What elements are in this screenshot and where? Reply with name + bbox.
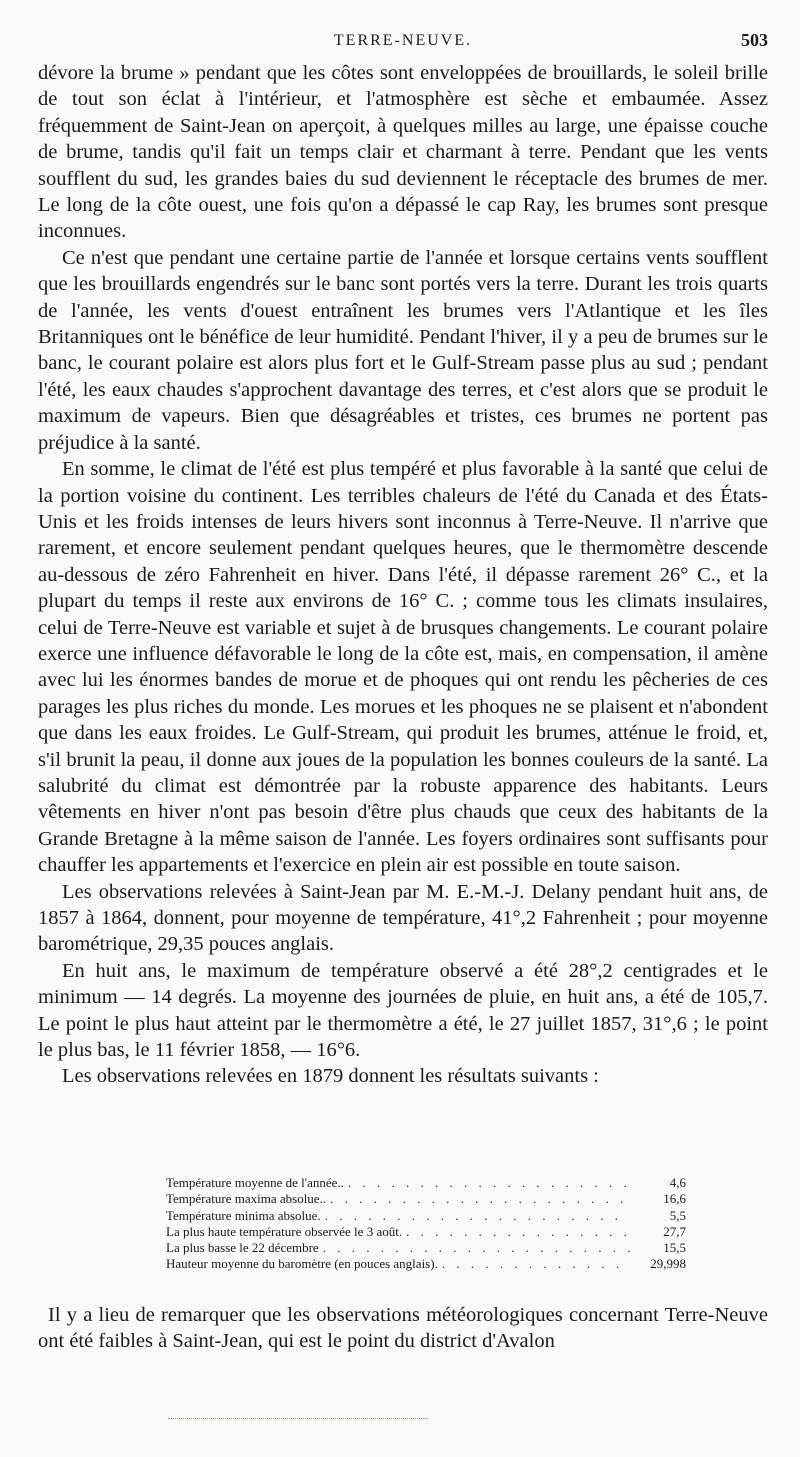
page-number: 503 <box>741 30 768 50</box>
row-label: Température minima absolue. <box>166 1207 321 1223</box>
row-label: La plus haute température observée le 3 août. <box>166 1223 403 1239</box>
running-head <box>38 30 768 54</box>
table-row <box>166 1224 686 1240</box>
table-row <box>166 1256 686 1272</box>
running-title: TERRE-NEUVE. <box>333 32 473 49</box>
paragraph-delany-observations: Les observations relevées à Saint-Jean par M. E.-M.-J. Delany pendant huit ans, de 1857 à 1864, donnent, pour moyenne de température, 41°,2 Fahrenheit ; pour moyenne barométrique, 29,35 pouces anglais. <box>38 880 768 956</box>
row-label: Température moyenne de l'année.. <box>166 1175 344 1190</box>
row-value: 16,6 <box>663 1191 686 1207</box>
document-page <box>38 0 768 1457</box>
row-label: Hauteur moyenne du baromètre (en pouces anglais). <box>166 1256 438 1272</box>
table-row <box>166 1191 686 1207</box>
dot-leader <box>348 1175 630 1191</box>
row-label: Température maxima absolue.. <box>166 1191 327 1207</box>
table-row <box>166 1208 686 1224</box>
closing-text <box>38 1302 768 1355</box>
dot-leader <box>323 1240 630 1256</box>
row-value: 29,998 <box>650 1256 686 1272</box>
footer-rule <box>168 1418 428 1419</box>
dot-leader <box>325 1208 630 1224</box>
dot-leader <box>330 1191 630 1207</box>
paragraph-eight-years: En huit ans, le maximum de température observé a été 28°,2 centigrades et le minimum — 14 degrés. La moyenne des journées de pluie, en huit ans, a été de 105,7. Le point le plus haut atteint par le thermomètre a été, le 27 juillet 1857, 31°,6 ; le point le plus bas, le 11 février 1858, — 16°6. <box>38 959 768 1062</box>
row-value: 27,7 <box>663 1223 686 1239</box>
paragraph-continued: dévore la brume » pendant que les côtes sont enveloppées de brouillards, le soleil brille de tout son éclat à l'intérieur, et l'atmosphère est sèche et embaumée. Assez fréquemment de Saint-Jean on aperçoit, à quelques milles au large, une épaisse couche de brume, tandis qu'il fait un temps clair et charmant à terre. Pendant que les vents soufflent du sud, les grandes baies du sud deviennent le réceptacle des brumes de mer. Le long de la côte ouest, une fois qu'on a dépassé le cap Ray, les brumes sont presque inconnues. <box>38 62 768 243</box>
body-text <box>38 60 768 1090</box>
row-label: La plus basse le 22 décembre <box>166 1240 319 1256</box>
dot-leader <box>406 1224 630 1240</box>
dot-leader <box>442 1256 630 1272</box>
row-value: 4,6 <box>669 1175 686 1190</box>
paragraph-fogs-banc: Ce n'est que pendant une certaine partie de l'année et lorsque certains vents soufflent que les brouillards engendrés sur le banc sont portés vers la terre. Durant les trois quarts de l'année, les vents d'ouest entraînent les brumes vers l'Atlantique et les îles Britanniques ont le bénéfice de leur humidité. Pendant l'hiver, il y a peu de brumes sur le banc, le courant polaire est alors plus fort et le Gulf-Stream passe plus au sud ; pendant l'été, les eaux chaudes s'approchent davantage des terres, et c'est alors que se produit le maximum de vapeurs. Bien que désagréables et tristes, ces brumes ne portent pas préjudice à la santé. <box>38 246 768 454</box>
table-row <box>166 1175 686 1191</box>
paragraph-1879-intro: Les observations relevées en 1879 donnent les résultats suivants : <box>62 1065 599 1088</box>
row-value: 15,5 <box>663 1240 686 1256</box>
paragraph-climate: En somme, le climat de l'été est plus tempéré et plus favorable à la santé que celui de la portion voisine du continent. Les terribles chaleurs de l'été du Canada et des États-Unis et les froids intenses de leurs hivers sont inconnus à Terre-Neuve. Il n'arrive que rarement, et encore seulement pendant quelques heures, que le thermomètre descende au-dessous de zéro Fahrenheit en hiver. Dans l'été, il dépasse rarement 26° C., et la plupart du temps il reste aux environs de 16° C. ; comme tous les climats insulaires, celui de Terre-Neuve est variable et sujet à de brusques changements. Le courant polaire exerce une influence défavorable le long de la côte est, mais, en compensation, il amène avec lui les énormes bandes de morue et de phoques qui ont rendu les pêcheries de ces parages les plus riches du monde. Les morues et les phoques ne se plaisent et n'abondent que dans les eaux froides. Le Gulf-Stream, qui produit les brumes, atténue le froid, et, s'il brunit la peau, il donne aux joues de la population les bonnes couleurs de la santé. La salubrité du climat est démontrée par la robuste apparence des habitants. Leurs vêtements en hiver n'ont pas besoin d'être plus chauds que ceux des habitants de la Grande Bretagne à la même saison de l'année. Les foyers ordinaires sont suffisants pour chauffer les appartements et l'exercice en plein air est possible en toute saison. <box>38 458 768 877</box>
paragraph-closing: Il y a lieu de remarquer que les observations météorologiques concernant Terre-Neuve ont été faibles à Saint-Jean, qui est le point du district d'Avalon <box>38 1304 768 1353</box>
row-value: 5,5 <box>669 1207 686 1223</box>
observations-table <box>166 1175 686 1273</box>
table-row <box>166 1240 686 1256</box>
